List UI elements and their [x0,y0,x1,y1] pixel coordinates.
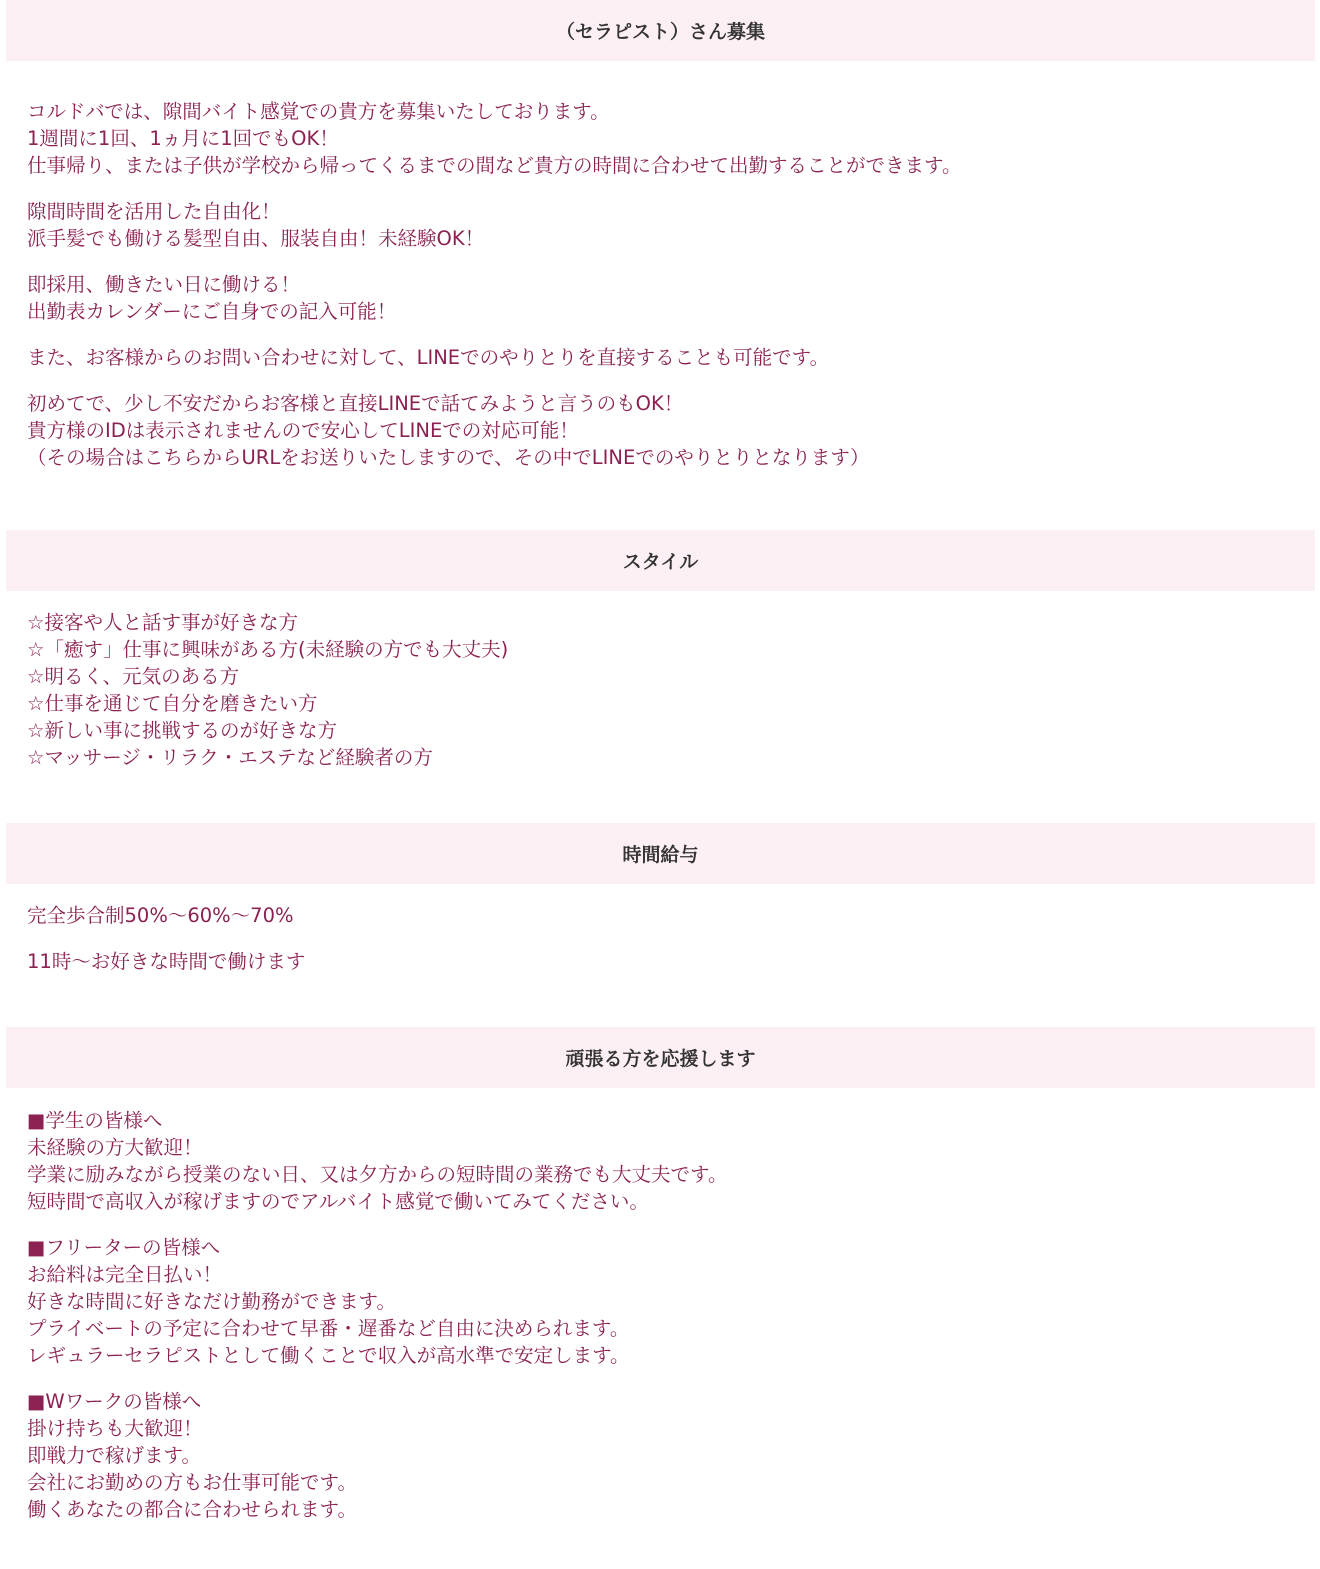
text-line: お給料は完全日払い！ [27,1263,223,1286]
subheading-students: ■学生の皆様へ [27,1109,163,1132]
section-title-style: スタイル [622,551,699,573]
list-item: ☆新しい事に挑戦するのが好きな方 [27,719,337,742]
text-line: 11時〜お好きな時間で働けます [27,950,306,973]
section-body-support [27,1107,1297,1523]
list-item: ☆「癒す」仕事に興味がある方(未経験の方でも大丈夫) [27,638,509,661]
text-line: 即採用、働きたい日に働ける！ [27,273,301,296]
text-line: 1週間に1回、1ヵ月に1回でもOK！ [27,127,339,150]
paragraph [27,1234,1297,1369]
section-header-style [6,530,1315,591]
text-line: 未経験の方大歓迎！ [27,1136,203,1159]
subheading-freeters: ■フリーターの皆様へ [27,1236,221,1259]
text-line: コルドバでは、隙間バイト感覚での貴方を募集いたしております。 [27,100,610,123]
text-line: 学業に励みながら授業のない日、又は夕方からの短時間の業務でも大丈夫です。 [27,1163,728,1186]
section-title-recruit: （セラピスト）さん募集 [555,21,765,43]
section-header-support [6,1027,1315,1088]
list-item: ☆仕事を通じて自分を磨きたい方 [27,692,318,715]
paragraph [27,271,1297,325]
text-line: 短時間で高収入が稼げますのでアルバイト感覚で働いてみてください。 [27,1190,649,1213]
text-line: （その場合はこちらからURLをお送りいたしますので、その中でLINEでのやりとりとなります） [27,446,870,469]
list-item: ☆接客や人と話す事が好きな方 [27,611,298,634]
paragraph [27,1107,1297,1215]
paragraph [27,198,1297,252]
text-line: 派手髪でも働ける髪型自由、服装自由！未経験OK！ [27,227,485,250]
text-line: プライベートの予定に合わせて早番・遅番など自由に決められます。 [27,1317,630,1340]
section-body-style [27,609,1297,771]
text-line: 仕事帰り、または子供が学校から帰ってくるまでの間など貴方の時間に合わせて出勤することができます。 [27,154,962,177]
text-line: レギュラーセラピストとして働くことで収入が高水準で安定します。 [27,1344,630,1367]
section-title-pay: 時間給与 [622,844,699,866]
paragraph [27,98,1297,179]
section-header-pay [6,823,1315,884]
section-body-recruit [27,98,1297,471]
paragraph [27,390,1297,471]
section-title-support: 頑張る方を応援します [565,1048,756,1070]
section-body-pay [27,902,1297,975]
text-line: 好きな時間に好きなだけ勤務ができます。 [27,1290,396,1313]
section-header-recruit [6,0,1315,61]
paragraph [27,344,1297,371]
text-line: 即戦力で稼げます。 [27,1444,201,1467]
list-item: ☆マッサージ・リラク・エステなど経験者の方 [27,746,433,769]
paragraph [27,948,1297,975]
text-line: 貴方様のIDは表示されませんので安心してLINEでの対応可能！ [27,419,579,442]
list-item: ☆明るく、元気のある方 [27,665,240,688]
text-line: 働くあなたの都合に合わせられます。 [27,1498,357,1521]
text-line: 隙間時間を活用した自由化！ [27,200,281,223]
subheading-double-work: ■Wワークの皆様へ [27,1390,202,1413]
text-line: 完全歩合制50%〜60%〜70% [27,904,294,927]
paragraph [27,609,1297,771]
paragraph [27,1388,1297,1523]
paragraph [27,902,1297,929]
text-line: 掛け持ちも大歓迎！ [27,1417,203,1440]
text-line: また、お客様からのお問い合わせに対して、LINEでのやりとりを直接することも可能です。 [27,346,830,369]
text-line: 出勤表カレンダーにご自身での記入可能！ [27,300,397,323]
text-line: 初めてで、少し不安だからお客様と直接LINEで話てみようと言うのもOK！ [27,392,684,415]
text-line: 会社にお勤めの方もお仕事可能です。 [27,1471,357,1494]
